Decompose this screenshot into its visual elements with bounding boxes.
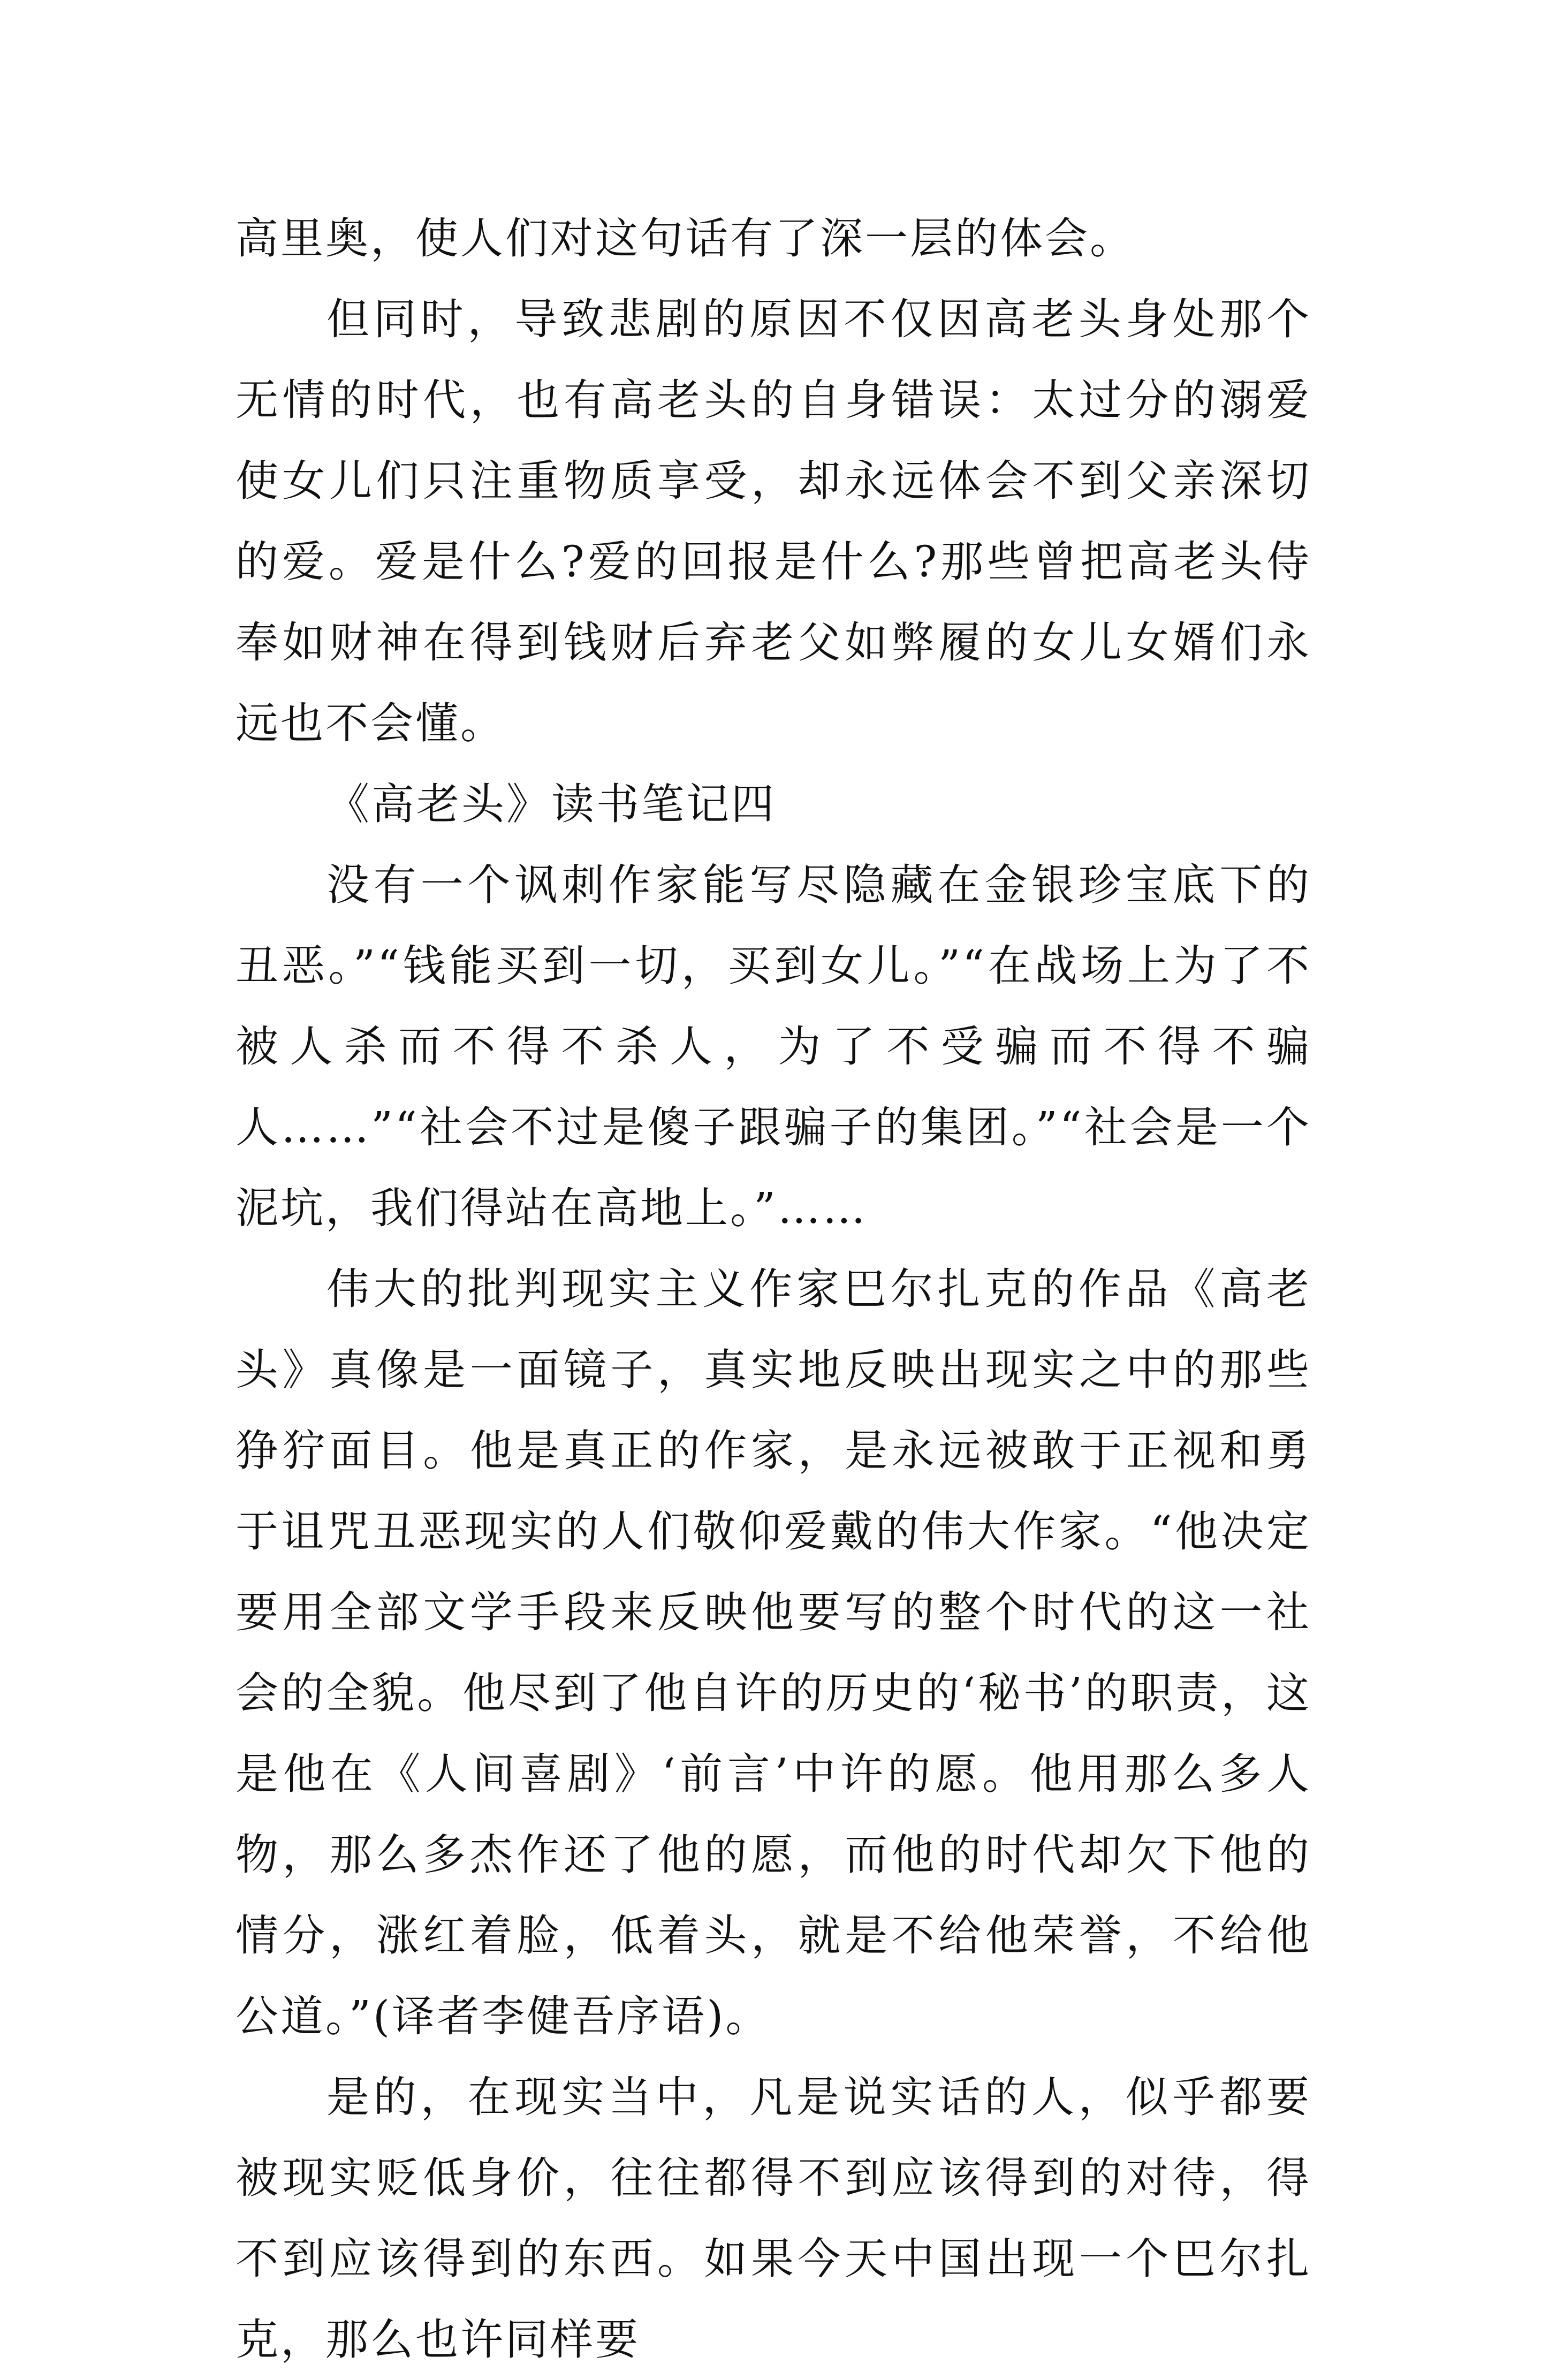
paragraph-balzac: 伟大的批判现实主义作家巴尔扎克的作品《高老头》真像是一面镜子，真实地反映出现实之中的那些狰狞面目。他是真正的作家，是永远被敢于正视和勇于诅咒丑恶现实的人们敬仰爱戴的伟大作家。“他决定要用全部文学手段来反映他要写的整个时代的这一社会的全貌。他尽到了他自许的历史的‘秘书’的职责，这是他在《人间喜剧》‘前言’中许的愿。他用那么多人物，那么多杰作还了他的愿，而他的时代却欠下他的情分，涨红着脸，低着头，就是不给他荣誉，不给他公道。”(译者李健吾序语)。: [236, 1264, 1311, 2041]
section-heading: 《高老头》读书笔记四: [326, 779, 776, 829]
paragraph-tragedy-cause: 但同时，导致悲剧的原因不仅因高老头身处那个无情的时代，也有高老头的自身错误：太过分的溺爱使女儿们只注重物质享受，却永远体会不到父亲深切的爱。爱是什么?爱的回报是什么?那些曾把高老头侍奉如财神在得到钱财后弃老父如弊履的女儿女婿们永远也不会懂。: [236, 294, 1311, 748]
paragraph-continuation: 高里奥，使人们对这句话有了深一层的体会。: [236, 214, 1135, 263]
document-body: [236, 198, 1311, 2380]
paragraph-reality: 是的，在现实当中，凡是说实话的人，似乎都要被现实贬低身价，往往都得不到应该得到的对待，得不到应该得到的东西。如果今天中国出现一个巴尔扎克，那么也许同样要: [236, 2072, 1311, 2364]
paragraph-quotes: 没有一个讽刺作家能写尽隐藏在金银珍宝底下的丑恶。”“钱能买到一切，买到女儿。”“在战场上为了不被人杀而不得不杀人，为了不受骗而不得不骗人……”“社会不过是傻子跟骗子的集团。”“社会是一个泥坑，我们得站在高地上。”……: [236, 860, 1311, 1233]
